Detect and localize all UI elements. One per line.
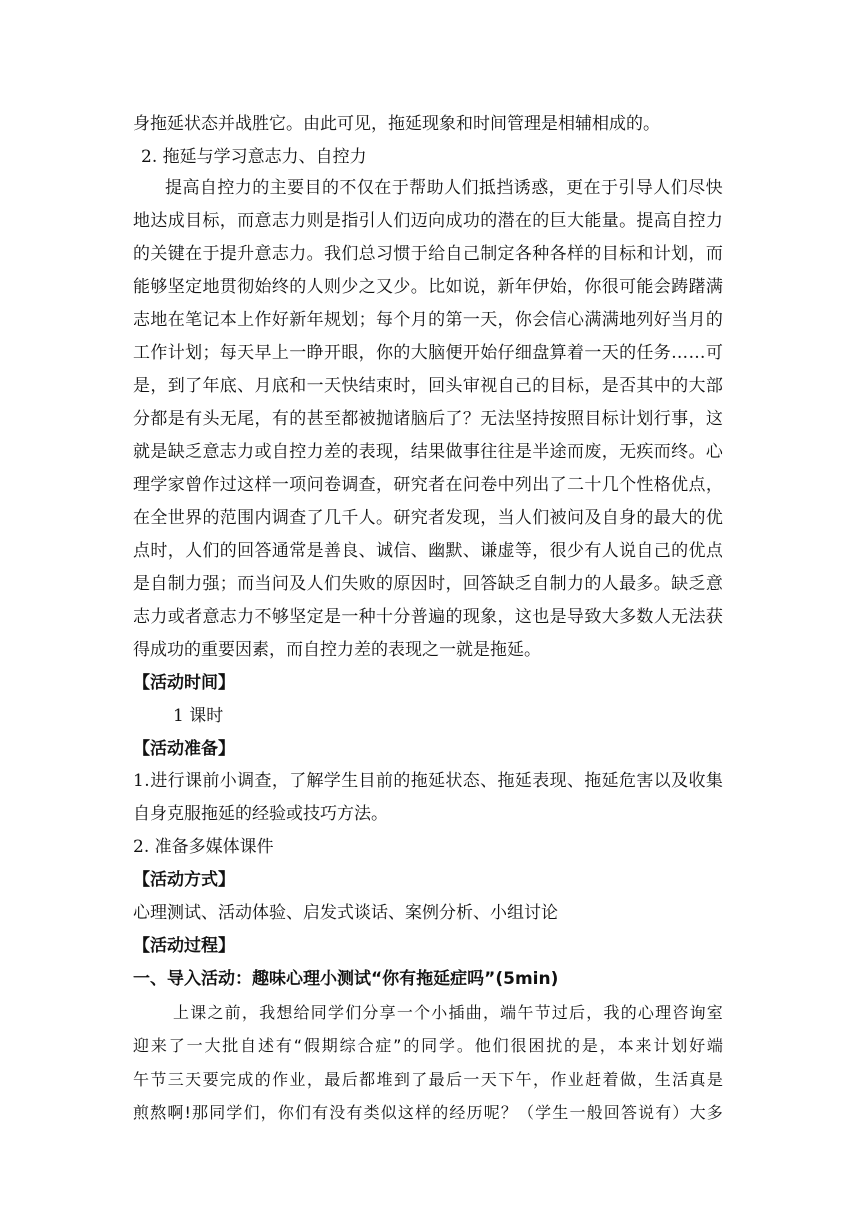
text-line: 心理测试、活动体验、启发式谈话、案例分析、小组讨论 — [133, 903, 558, 923]
text-line: 得成功的重要因素，而自控力差的表现之一就是拖延。 — [133, 640, 541, 660]
text-line: 煎 熬 啊 ! 那 同 学 们 ， 你 们 有 没 有 类 似 这 样 的 经 历 呢 ？ （ 学 生 一 般 回 答 说 有 ） 大 多 — [133, 1103, 723, 1122]
section-heading: 【活动时间】 — [133, 673, 235, 693]
text-line: 就 是 缺 乏 意 志 力 或 自 控 力 差 的 表 现 ， 结 果 做 事 往 往 是 半 途 而 废 ， 无 疾 而 终 。 心 — [133, 442, 723, 462]
text-line: 迎 来 了 一 大 批 自 述 有 “ 假 期 综 合 症 ” 的 同 学 。 他 们 很 困 扰 的 是 ， 本 来 计 划 好 端 — [133, 1036, 723, 1055]
text-line: 提 高 自 控 力 的 主 要 目 的 不 仅 在 于 帮 助 人 们 抵 挡 诱 惑 ， 更 在 于 引 导 人 们 尽 快 — [165, 178, 723, 198]
text-line: 2. 拖延与学习意志力、自控力 — [141, 147, 367, 167]
text-line: 身拖延状态并战胜它。由此可见，拖延现象和时间管理是相辅相成的。 — [133, 114, 660, 134]
section-heading: 【活动方式】 — [133, 870, 235, 890]
text-line: 1 课时 — [173, 706, 224, 726]
text-line: 理 学 家 曾 作 过 这 样 一 项 问 卷 调 查 ， 研 究 者 在 问 卷 中 列 出 了 二 十 几 个 性 格 优 点 ， — [133, 475, 723, 495]
text-line: 上 课 之 前 ， 我 想 给 同 学 们 分 享 一 个 小 插 曲 ， 端 午 节 过 后 ， 我 的 心 理 咨 询 室 — [173, 1003, 723, 1022]
text-line: 自身克服拖延的经验或技巧方法。 — [133, 804, 388, 824]
text-line: 点 时 ， 人 们 的 回 答 通 常 是 善 良 、 诚 信 、 幽 默 、 谦 虚 等 ， 很 少 有 人 说 自 己 的 优 点 — [133, 541, 723, 561]
text-line: 志 地 在 笔 记 本 上 作 好 新 年 规 划 ； 每 个 月 的 第 一 天 ， 你 会 信 心 满 满 地 列 好 当 月 的 — [133, 310, 723, 330]
text-line: 分 都 是 有 头 无 尾 ， 有 的 甚 至 都 被 抛 诸 脑 后 了 ？ 无 法 坚 持 按 照 目 标 计 划 行 事 ， 这 — [133, 409, 723, 429]
text-line: 1 . 进 行 课 前 小 调 查 ， 了 解 学 生 目 前 的 拖 延 状 态 、 拖 延 表 现 、 拖 延 危 害 以 及 收 集 — [133, 771, 723, 791]
text-line: 在 全 世 界 的 范 围 内 调 查 了 几 千 人 。 研 究 者 发 现 ， 当 人 们 被 问 及 自 身 的 最 大 的 优 — [133, 508, 723, 528]
text-line: 工 作 计 划 ； 每 天 早 上 一 睁 开 眼 ， 你 的 大 脑 便 开 始 仔 细 盘 算 着 一 天 的 任 务 … … 可 — [133, 343, 723, 363]
text-line: 的 关 键 在 于 提 升 意 志 力 。 我 们 总 习 惯 于 给 自 己 制 定 各 种 各 样 的 目 标 和 计 划 ， 而 — [133, 244, 723, 264]
section-heading: 【活动过程】 — [133, 936, 235, 956]
text-line: 地 达 成 目 标 ， 而 意 志 力 则 是 指 引 人 们 迈 向 成 功 的 潜 在 的 巨 大 能 量 。 提 高 自 控 力 — [133, 211, 723, 231]
text-line: 午 节 三 天 要 完 成 的 作 业 ， 最 后 都 堆 到 了 最 后 一 天 下 午 ， 作 业 赶 着 做 ， 生 活 真 是 — [133, 1070, 723, 1089]
section-heading: 一、导入活动：趣味心理小测试“你有拖延症吗”(5min) — [133, 969, 559, 989]
text-line: 能 够 坚 定 地 贯 彻 始 终 的 人 则 少 之 又 少 。 比 如 说 ， 新 年 伊 始 ， 你 很 可 能 会 踌 躇 满 — [133, 277, 723, 297]
section-heading: 【活动准备】 — [133, 739, 235, 759]
text-line: 是 自 制 力 强 ； 而 当 问 及 人 们 失 败 的 原 因 时 ， 回 答 缺 乏 自 制 力 的 人 最 多 。 缺 乏 意 — [133, 574, 723, 594]
text-line: 是 ， 到 了 年 底 、 月 底 和 一 天 快 结 束 时 ， 回 头 审 视 自 己 的 目 标 ， 是 否 其 中 的 大 部 — [133, 376, 723, 396]
text-line: 2. 准备多媒体课件 — [133, 837, 274, 857]
text-line: 志 力 或 者 意 志 力 不 够 坚 定 是 一 种 十 分 普 遍 的 现 象 ， 这 也 是 导 致 大 多 数 人 无 法 获 — [133, 607, 723, 627]
